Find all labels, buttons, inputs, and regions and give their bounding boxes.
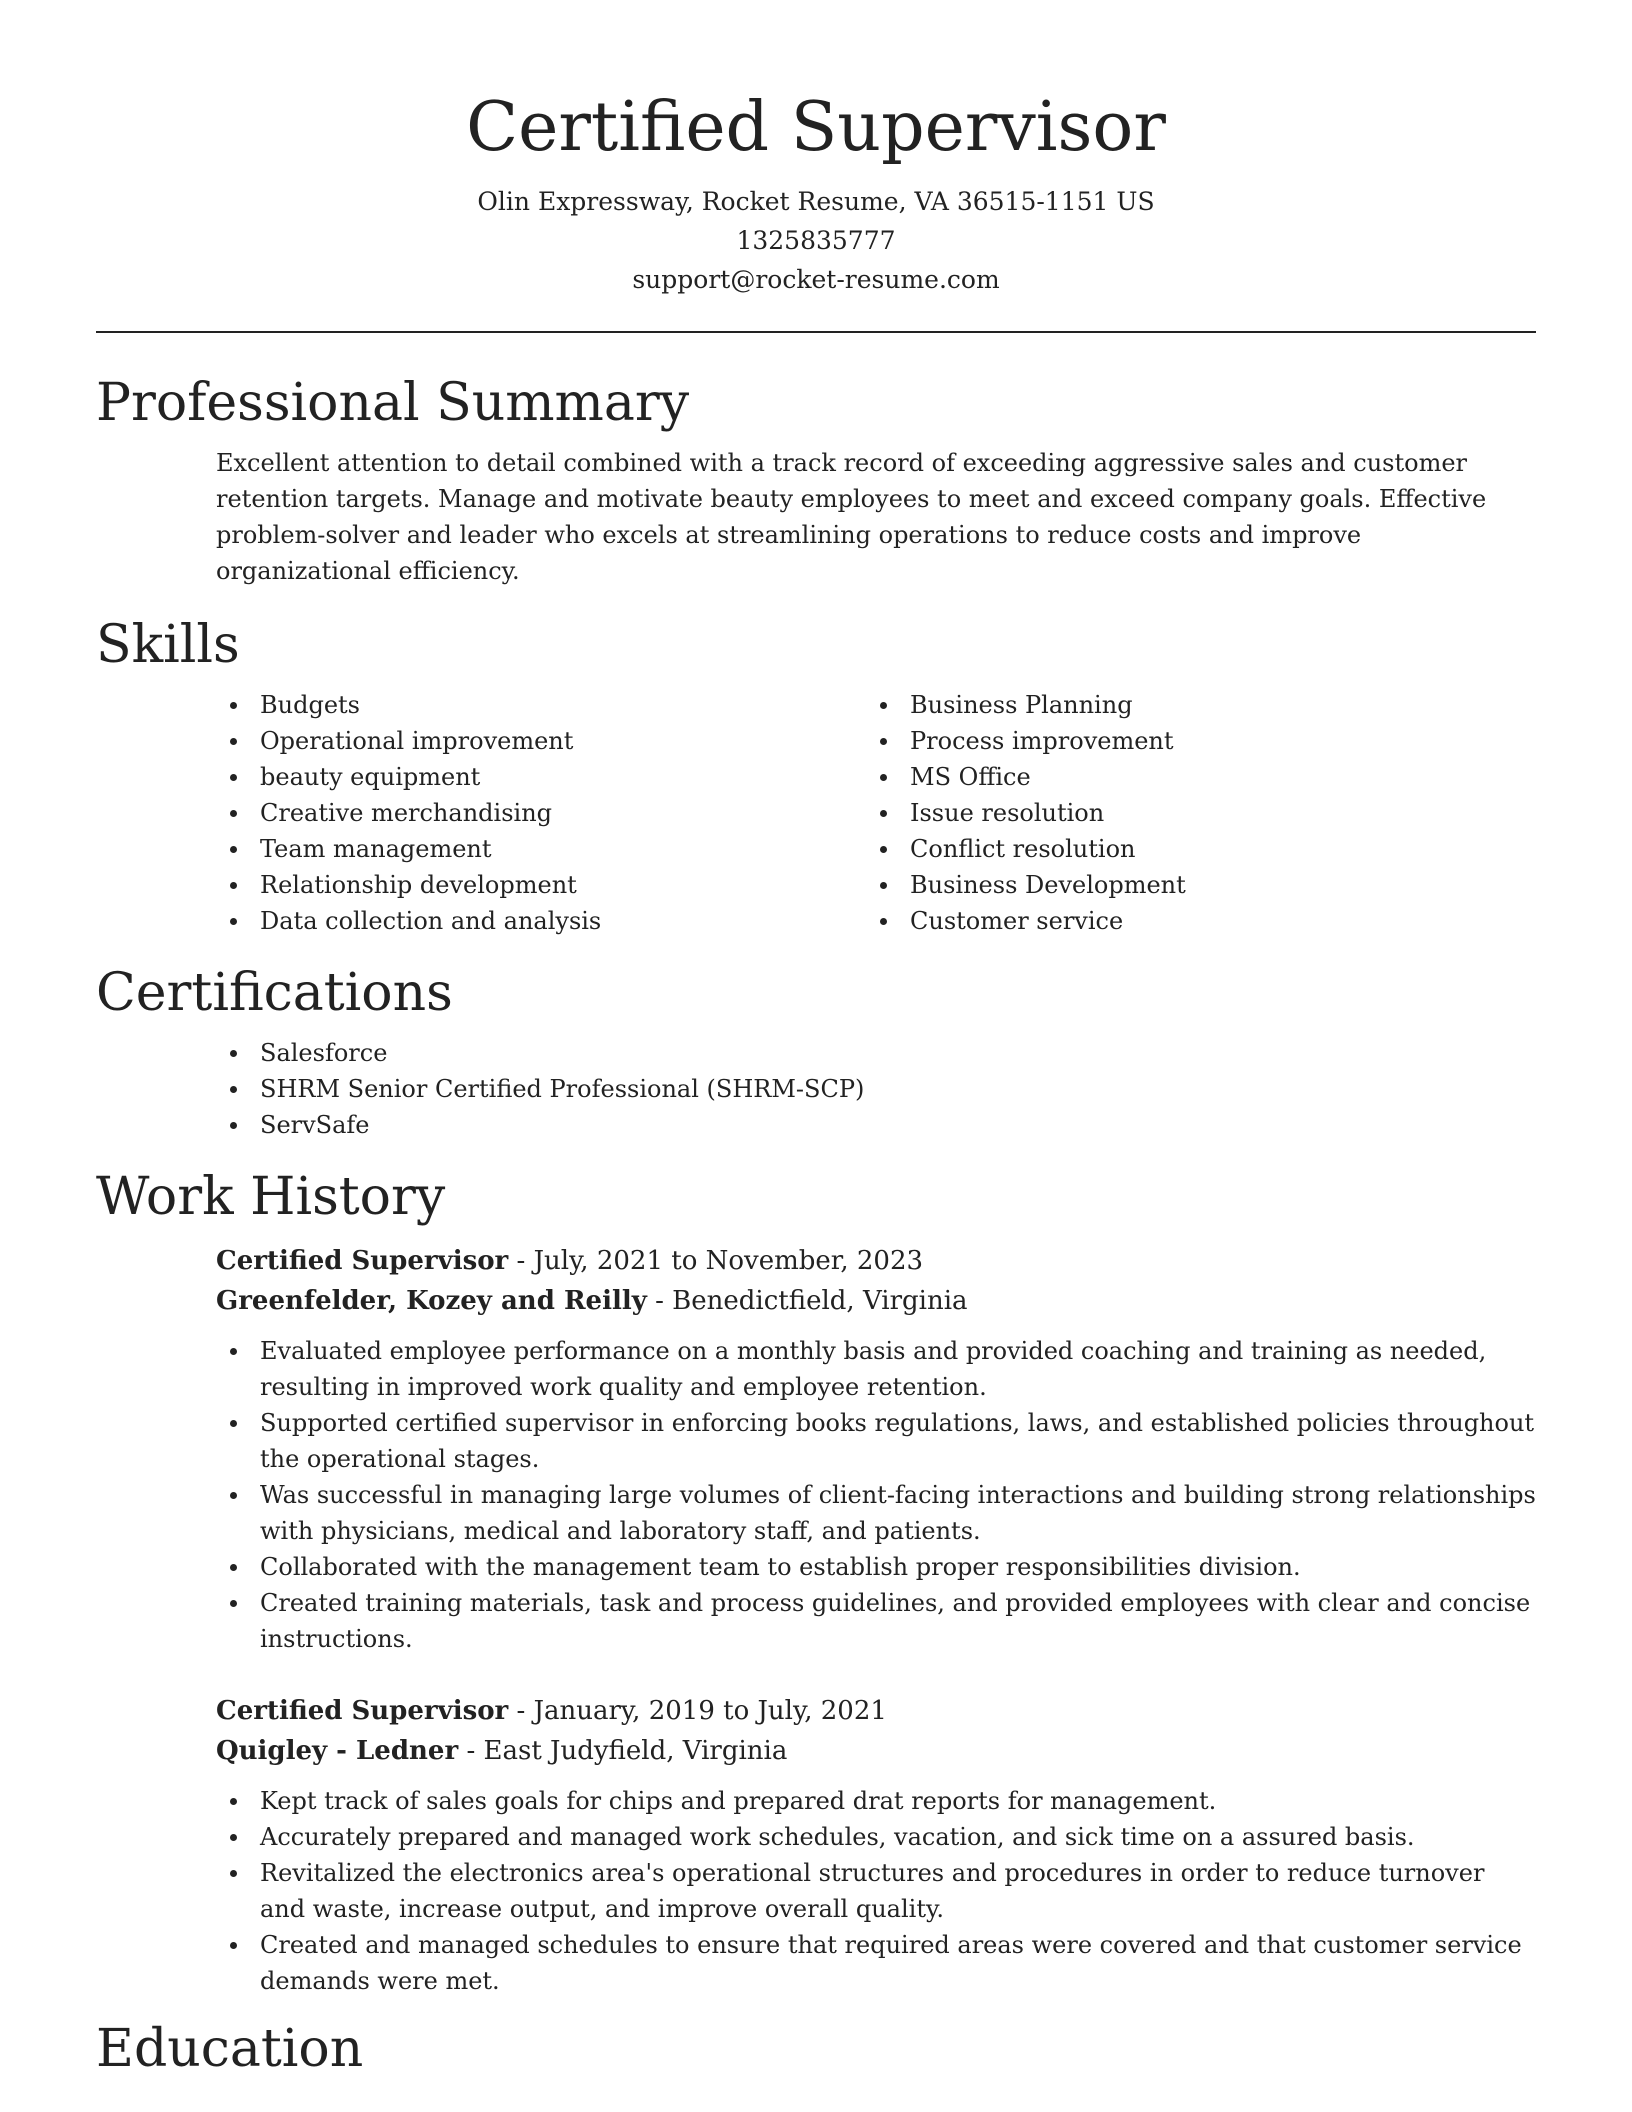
resume-header — [0, 0, 1632, 299]
summary-text: Excellent attention to detail combined with a track record of exceeding aggressive sales and customer retention targets. Manage and motivate beauty employees to meet and exceed company goals. Effective problem-solver and leader who excels at streamlining operations to reduce costs and improve organizational efficiency. — [216, 449, 1487, 585]
education-section — [96, 2017, 1536, 2081]
job-title: Certified Supervisor — [216, 1246, 509, 1276]
skill-item: Customer service — [866, 903, 1516, 939]
job-company: Quigley - Ledner — [216, 1736, 459, 1766]
certifications-section — [96, 961, 1536, 1143]
summary-heading: Professional Summary — [96, 373, 690, 433]
certification-item: Salesforce — [216, 1035, 1536, 1071]
summary-body — [216, 445, 1536, 589]
skills-grid — [216, 687, 1536, 939]
skills-list-right — [866, 687, 1516, 939]
skill-item: Creative merchandising — [216, 795, 866, 831]
job-title-line — [216, 1691, 1536, 1731]
certification-item: SHRM Senior Certified Professional (SHRM-SCP) — [216, 1071, 1536, 1107]
job-title: Certified Supervisor — [216, 1696, 509, 1726]
certifications-list — [216, 1035, 1536, 1143]
job-location: - Benedictfield, Virginia — [646, 1286, 968, 1316]
job-duty-item: Created training materials, task and process guidelines, and provided employees with clear and concise instructions. — [216, 1585, 1536, 1657]
job-company: Greenfelder, Kozey and Reilly — [216, 1286, 647, 1316]
contact-info — [0, 182, 1632, 299]
header-divider — [96, 331, 1536, 333]
contact-phone: 1325835777 — [736, 226, 896, 255]
job-entry — [216, 1691, 1536, 1999]
work-history-section — [96, 1165, 1536, 1999]
skill-item: Business Development — [866, 867, 1516, 903]
education-heading: Education — [96, 2019, 364, 2079]
skill-item: Team management — [216, 831, 866, 867]
skill-item: MS Office — [866, 759, 1516, 795]
skill-item: Relationship development — [216, 867, 866, 903]
summary-section — [96, 371, 1536, 589]
job-duty-item: Kept track of sales goals for chips and prepared drat reports for management. — [216, 1783, 1536, 1819]
contact-email: support@rocket-resume.com — [632, 265, 1000, 294]
job-entry — [216, 1241, 1536, 1657]
skill-item: Process improvement — [866, 723, 1516, 759]
job-duty-item: Supported certified supervisor in enforcing books regulations, laws, and established policies throughout the operational stages. — [216, 1405, 1536, 1477]
work-history-body — [216, 1241, 1536, 1999]
job-dates: - July, 2021 to November, 2023 — [508, 1246, 924, 1276]
certifications-heading: Certifications — [96, 963, 453, 1023]
job-duties-list — [216, 1333, 1536, 1657]
work-history-heading: Work History — [96, 1167, 446, 1227]
job-duty-item: Created and managed schedules to ensure that required areas were covered and that customer service demands were met. — [216, 1927, 1536, 1999]
job-company-line — [216, 1281, 1536, 1321]
skill-item: Issue resolution — [866, 795, 1516, 831]
skills-column-left — [216, 687, 866, 939]
job-duty-item: Accurately prepared and managed work schedules, vacation, and sick time on a assured basis. — [216, 1819, 1536, 1855]
contact-address: Olin Expressway, Rocket Resume, VA 36515-1151 US — [477, 187, 1155, 216]
certification-item: ServSafe — [216, 1107, 1536, 1143]
skill-item: Budgets — [216, 687, 866, 723]
skill-item: Conflict resolution — [866, 831, 1516, 867]
job-duty-item: Revitalized the electronics area's operational structures and procedures in order to reduce turnover and waste, increase output, and improve overall quality. — [216, 1855, 1536, 1927]
skills-list-left — [216, 687, 866, 939]
candidate-name: Certified Supervisor — [466, 88, 1166, 167]
skill-item: beauty equipment — [216, 759, 866, 795]
job-dates: - January, 2019 to July, 2021 — [508, 1696, 887, 1726]
skills-heading: Skills — [96, 615, 240, 675]
job-duty-item: Collaborated with the management team to establish proper responsibilities division. — [216, 1549, 1536, 1585]
job-duty-item: Was successful in managing large volumes of client-facing interactions and building strong relationships with physicians, medical and laboratory staff, and patients. — [216, 1477, 1536, 1549]
skills-column-right — [866, 687, 1516, 939]
skill-item: Business Planning — [866, 687, 1516, 723]
skill-item: Operational improvement — [216, 723, 866, 759]
job-location: - East Judyfield, Virginia — [458, 1736, 788, 1766]
job-duties-list — [216, 1783, 1536, 1999]
job-duty-item: Evaluated employee performance on a monthly basis and provided coaching and training as needed, resulting in improved work quality and employee retention. — [216, 1333, 1536, 1405]
certifications-body — [216, 1035, 1536, 1143]
skill-item: Data collection and analysis — [216, 903, 866, 939]
job-company-line — [216, 1731, 1536, 1771]
skills-section — [96, 613, 1536, 939]
job-title-line — [216, 1241, 1536, 1281]
